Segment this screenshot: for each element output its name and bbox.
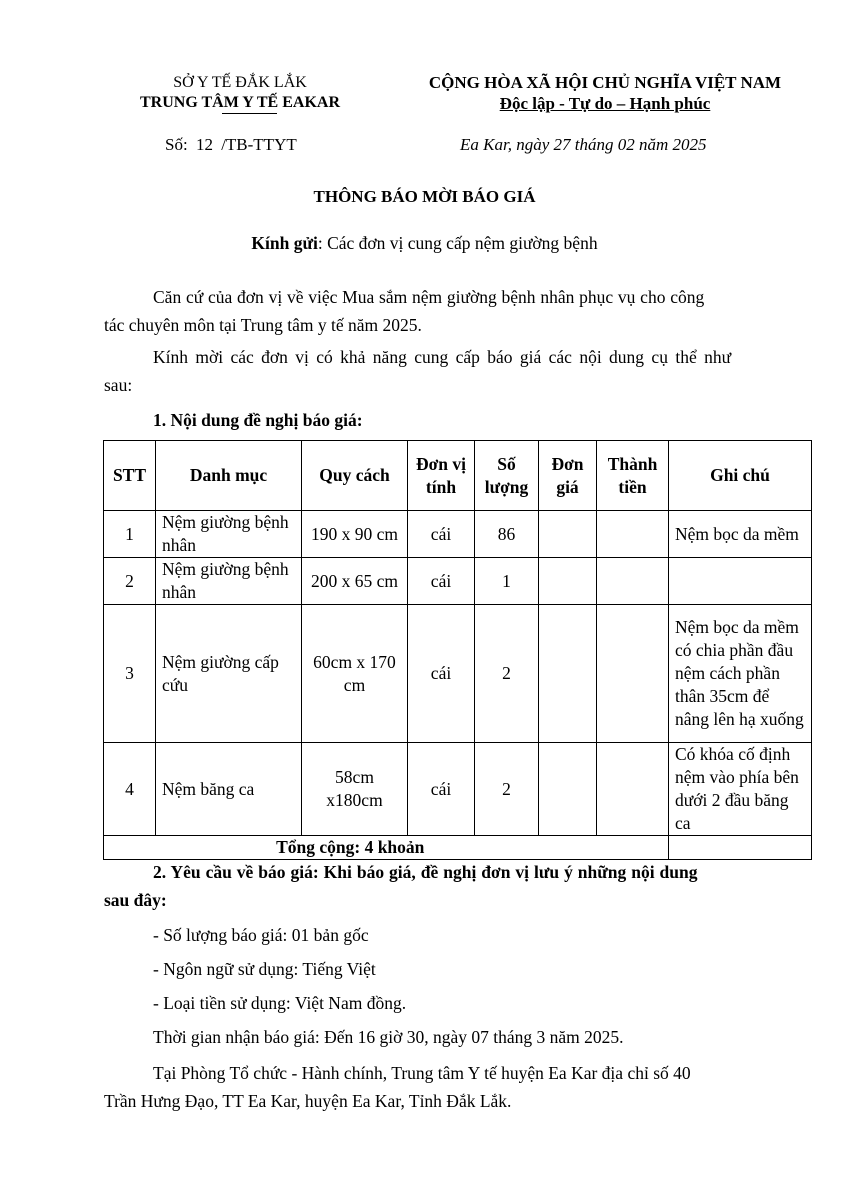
cell-item: Nệm giường bệnh nhân xyxy=(156,558,302,605)
cell-spec: 60cm x 170 cm xyxy=(302,605,408,743)
agency-name: SỞ Y TẾ ĐẮK LẮK xyxy=(173,74,307,91)
table-total-row xyxy=(104,836,812,860)
place-line2: Trần Hưng Đạo, TT Ea Kar, huyện Ea Kar, Tỉnh Đắk Lắk. xyxy=(104,1091,512,1111)
intro-p2-line2: sau: xyxy=(104,375,133,395)
intro-p1-line1: Căn cứ của đơn vị về việc Mua sắm nệm giường bệnh nhân phục vụ cho công xyxy=(153,287,705,307)
cell-note: Có khóa cố định nệm vào phía bên dưới 2 đầu băng ca xyxy=(669,743,812,836)
table-row xyxy=(104,558,812,605)
col-header-qty: Số lượng xyxy=(475,441,539,511)
document-title: THÔNG BÁO MỜI BÁO GIÁ xyxy=(313,187,536,206)
recipient-text: : Các đơn vị cung cấp nệm giường bệnh xyxy=(317,233,598,253)
cell-qty: 86 xyxy=(475,511,539,558)
document-number xyxy=(165,135,297,155)
col-header-amount: Thành tiền xyxy=(597,441,669,511)
recipient-label: Kính gửi xyxy=(251,233,318,253)
deadline-text: Thời gian nhận báo giá: Đến 16 giờ 30, ngày 07 tháng 3 năm 2025. xyxy=(153,1027,624,1047)
cell-unit: cái xyxy=(408,511,475,558)
cell-item: Nệm giường bệnh nhân xyxy=(156,511,302,558)
cell-total: Tổng cộng: 4 khoản xyxy=(104,836,597,860)
nation-motto xyxy=(400,94,810,114)
col-header-spec: Quy cách xyxy=(302,441,408,511)
section2-title-line2: sau đây: xyxy=(104,890,167,910)
cell-qty: 2 xyxy=(475,743,539,836)
cell-stt: 3 xyxy=(104,605,156,743)
col-header-price: Đơn giá xyxy=(539,441,597,511)
cell-amount xyxy=(597,558,669,605)
quote-table xyxy=(103,440,812,860)
agency-unit: TRUNG TÂM Y TẾ EAKAR xyxy=(139,94,341,111)
section1-title: 1. Nội dung đề nghị báo giá: xyxy=(153,410,363,430)
cell-qty: 1 xyxy=(475,558,539,605)
col-header-unit: Đơn vị tính xyxy=(408,441,475,511)
table-header-row xyxy=(104,441,812,511)
cell-amount xyxy=(597,511,669,558)
cell-price xyxy=(539,511,597,558)
nation-name: CỘNG HÒA XÃ HỘI CHỦ NGHĨA VIỆT NAM xyxy=(428,73,782,92)
cell-spec: 58cm x180cm xyxy=(302,743,408,836)
cell-unit: cái xyxy=(408,558,475,605)
table-row xyxy=(104,743,812,836)
intro-p2-line1: Kính mời các đơn vị có khả năng cung cấp báo giá các nội dung cụ thể như xyxy=(153,347,732,367)
number-label: Số: xyxy=(165,135,188,154)
requirement-item: - Ngôn ngữ sử dụng: Tiếng Việt xyxy=(153,959,376,979)
cell-unit: cái xyxy=(408,605,475,743)
nation-motto-text: Độc lập - Tự do – Hạnh phúc xyxy=(499,94,711,113)
cell-price xyxy=(539,605,597,743)
cell-item: Nệm băng ca xyxy=(156,743,302,836)
requirement-item: - Loại tiền sử dụng: Việt Nam đồng. xyxy=(153,993,407,1013)
cell-stt: 2 xyxy=(104,558,156,605)
document-date: Ea Kar, ngày 27 tháng 02 năm 2025 xyxy=(460,135,707,154)
cell-spec: 200 x 65 cm xyxy=(302,558,408,605)
cell-total-note xyxy=(669,836,812,860)
cell-amount xyxy=(597,605,669,743)
section2-title-line1: 2. Yêu cầu về báo giá: Khi báo giá, đề nghị đơn vị lưu ý những nội dung xyxy=(153,862,698,882)
cell-note xyxy=(669,558,812,605)
cell-note: Nệm bọc da mềm có chia phần đầu nệm cách phần thân 35cm để nâng lên hạ xuống xyxy=(669,605,812,743)
cell-price xyxy=(539,743,597,836)
col-header-stt: STT xyxy=(104,441,156,511)
col-header-item: Danh mục xyxy=(156,441,302,511)
cell-spec: 190 x 90 cm xyxy=(302,511,408,558)
cell-price xyxy=(539,558,597,605)
number-suffix: /TB-TTYT xyxy=(221,135,297,154)
cell-item: Nệm giường cấp cứu xyxy=(156,605,302,743)
recipient-line xyxy=(0,229,849,257)
intro-p1-line2: tác chuyên môn tại Trung tâm y tế năm 2025. xyxy=(104,315,422,335)
table-row xyxy=(104,511,812,558)
cell-stt: 1 xyxy=(104,511,156,558)
requirement-item: - Số lượng báo giá: 01 bản gốc xyxy=(153,925,369,945)
cell-unit: cái xyxy=(408,743,475,836)
table-row xyxy=(104,605,812,743)
cell-note: Nệm bọc da mềm xyxy=(669,511,812,558)
cell-total-amount xyxy=(597,836,669,860)
cell-stt: 4 xyxy=(104,743,156,836)
cell-amount xyxy=(597,743,669,836)
col-header-note: Ghi chú xyxy=(669,441,812,511)
number-value: 12 xyxy=(195,135,213,154)
agency-underline xyxy=(222,113,277,114)
cell-qty: 2 xyxy=(475,605,539,743)
place-line1: Tại Phòng Tổ chức - Hành chính, Trung tâm Y tế huyện Ea Kar địa chỉ số 40 xyxy=(153,1063,691,1083)
